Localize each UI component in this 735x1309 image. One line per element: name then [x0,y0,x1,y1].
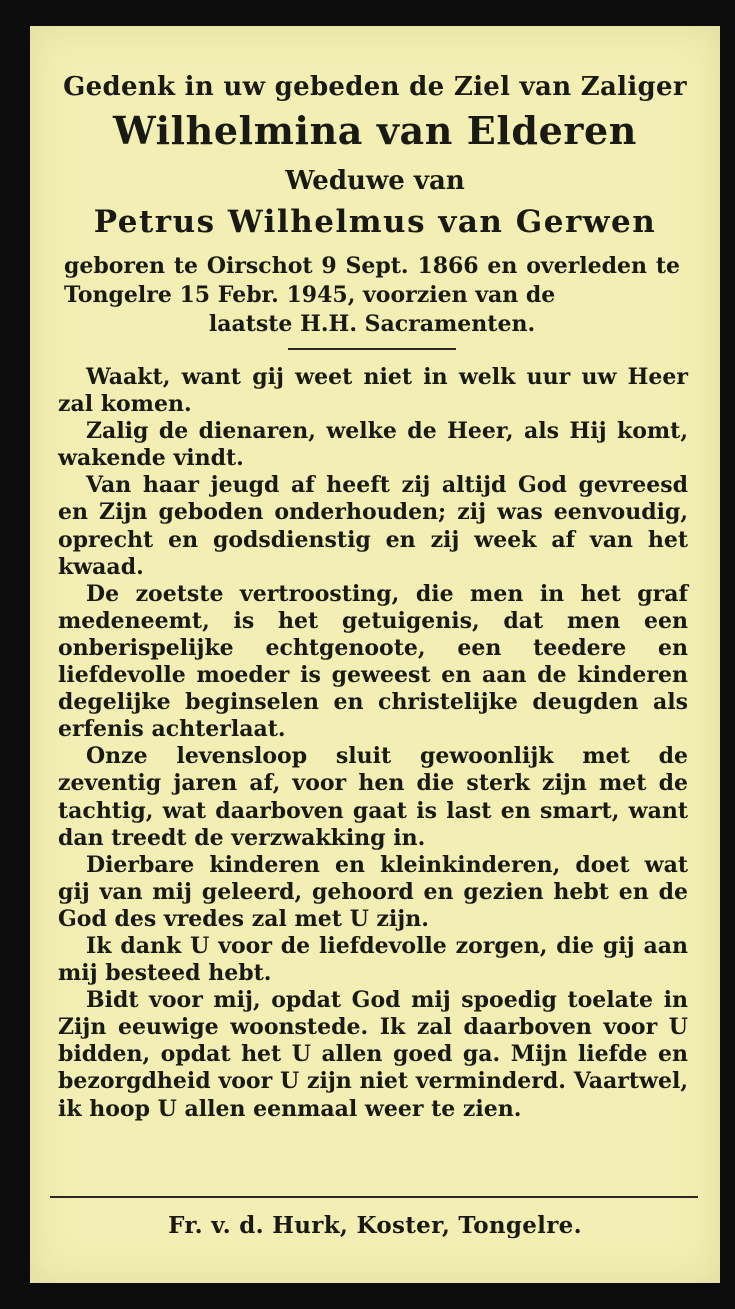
paragraph: De zoetste vertroosting, die men in het graf medeneemt, is het getuigenis, dat men een onberispelijke echtgenoote, een teedere en liefdevolle moeder is geweest en aan de kinderen degelijke beginselen en christelijke deugden als erfenis achterlaat. [58,580,688,743]
husband-name: Petrus Wilhelmus van Gerwen [93,204,657,240]
intro-line: Gedenk in uw gebeden de Ziel van Zaliger [63,72,687,102]
bottom-divider [50,1196,698,1198]
top-divider [288,348,456,350]
paragraph: Zalig de dienaren, welke de Heer, als Hij komt, wakende vindt. [58,418,688,472]
paragraph: Van haar jeugd af heeft zij altijd God gevreesd en Zijn geboden onderhouden; zij was eenvoudig, oprecht en godsdienstig en zij week af van het kwaad. [58,472,688,580]
paragraph: Ik dank U voor de liefdevolle zorgen, die gij aan mij besteed hebt. [58,932,688,987]
birth-death-last-line: laatste H.H. Sacramenten. [208,311,536,337]
widow-of-label: Weduwe van [285,166,465,196]
birth-death-main: geboren te Oirschot 9 Sept. 1866 en overleden te Tongelre 15 Febr. 1945, voorzien van de [64,253,680,308]
prayer-text [58,364,688,1123]
paragraph: Waakt, want gij weet niet in welk uur uw Heer zal komen. [58,364,688,418]
paragraph: Bidt voor mij, opdat God mij spoedig toelate in Zijn eeuwige woonstede. Ik zal daarboven voor U bidden, opdat het U allen goed ga. Mijn liefde en bezorgdheid voor U zijn niet verminderd. Vaartwel, ik hoop U allen eenmaal weer te zien. [58,987,688,1122]
deceased-name: Wilhelmina van Elderen [113,108,637,153]
printer-line: Fr. v. d. Hurk, Koster, Tongelre. [168,1212,582,1239]
birth-death-text [64,252,680,339]
paragraph: Dierbare kinderen en kleinkinderen, doet wat gij van mij geleerd, gehoord en gezien hebt en de God des vredes zal met U zijn. [58,851,688,932]
memorial-card [30,26,720,1283]
paragraph: Onze levensloop sluit gewoonlijk met de zeventig jaren af, voor hen die sterk zijn met de tachtig, wat daarboven gaat is last en smart, want dan treedt de verzwakking in. [58,743,688,851]
